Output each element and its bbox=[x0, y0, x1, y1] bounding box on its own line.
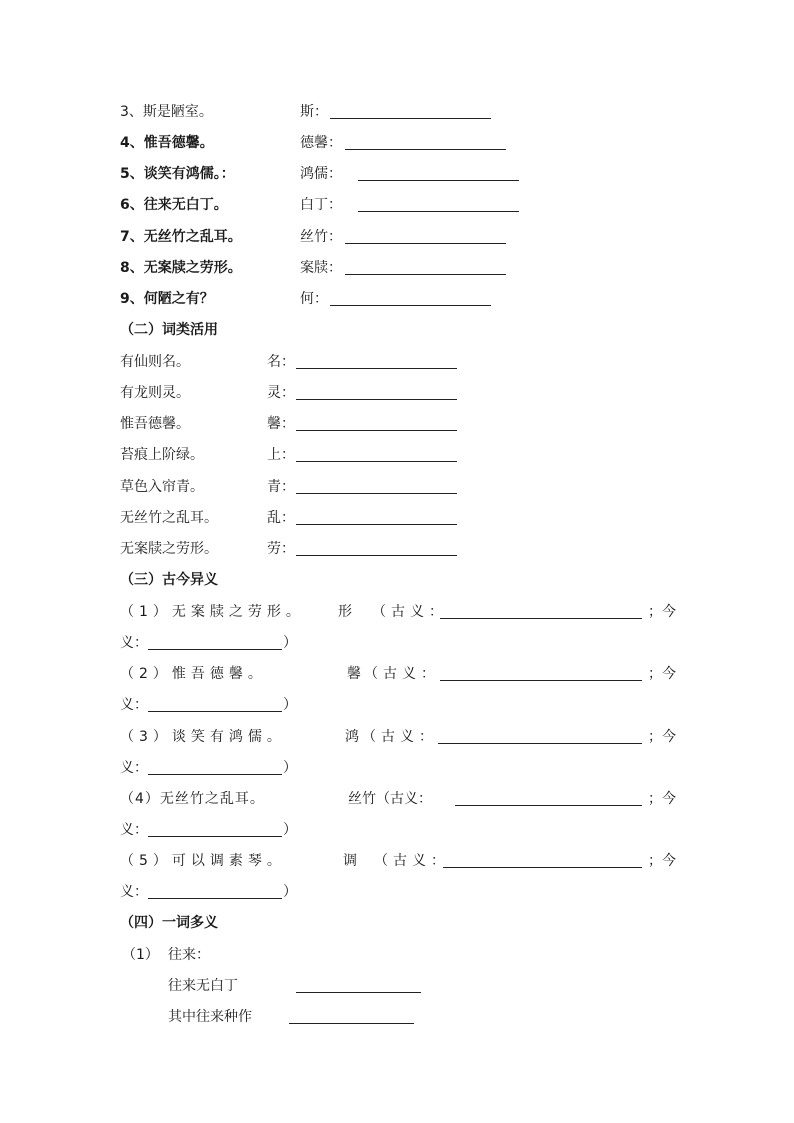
modern-meaning-label: 义： bbox=[120, 822, 148, 838]
pos-word: 名： bbox=[267, 354, 295, 370]
polysemy-word: 往来： bbox=[168, 947, 210, 963]
semicolon: ； bbox=[648, 604, 662, 620]
modern-meaning-label: 义： bbox=[120, 635, 148, 651]
modern-label: 今 bbox=[662, 666, 676, 682]
vocab-word: 德馨： bbox=[300, 135, 342, 151]
semicolon: ； bbox=[648, 729, 662, 745]
pos-word: 劳： bbox=[267, 541, 295, 557]
section-heading-2: （二）词类活用 bbox=[120, 322, 218, 338]
close-paren: ） bbox=[283, 884, 297, 900]
vocab-sentence: 5、谈笑有鸿儒。： bbox=[120, 166, 235, 182]
semicolon: ； bbox=[648, 853, 662, 869]
polysemy-example: 往来无白丁 bbox=[168, 978, 238, 994]
pos-word: 青： bbox=[267, 479, 295, 495]
answer-blank[interactable] bbox=[296, 368, 457, 369]
pos-word: 上： bbox=[267, 447, 295, 463]
answer-blank[interactable] bbox=[296, 399, 457, 400]
am-sentence: （4）无丝竹之乱耳。 bbox=[120, 791, 265, 807]
pos-sentence: 惟吾德馨。 bbox=[120, 416, 190, 432]
vocab-word: 丝竹： bbox=[300, 229, 342, 245]
pos-word: 灵： bbox=[267, 385, 295, 401]
modern-meaning-label: 义： bbox=[120, 760, 148, 776]
answer-blank[interactable] bbox=[358, 211, 519, 212]
vocab-sentence: 8、无案牍之劳形。 bbox=[120, 260, 242, 276]
vocab-word: 何： bbox=[300, 291, 328, 307]
answer-blank[interactable] bbox=[330, 118, 491, 119]
vocab-word: 斯： bbox=[300, 104, 328, 120]
vocab-sentence: 9、何陋之有？ bbox=[120, 291, 214, 307]
answer-blank[interactable] bbox=[296, 992, 421, 993]
ancient-meaning-blank[interactable] bbox=[440, 680, 642, 681]
am-sentence: （2）惟吾德馨。 bbox=[120, 666, 267, 682]
modern-meaning-blank[interactable] bbox=[148, 711, 282, 712]
modern-label: 今 bbox=[662, 729, 676, 745]
pos-sentence: 有龙则灵。 bbox=[120, 385, 190, 401]
section-heading-4: （四）一词多义 bbox=[120, 915, 218, 931]
vocab-sentence: 3、斯是陋室。 bbox=[120, 104, 213, 120]
am-sentence: （1）无案牍之劳形。 bbox=[120, 604, 305, 620]
am-word: 调 bbox=[343, 853, 357, 869]
polysemy-example: 其中往来种作 bbox=[168, 1009, 252, 1025]
am-word: 鸿 bbox=[345, 729, 359, 745]
ancient-meaning-label: （古义： bbox=[364, 666, 440, 682]
ancient-meaning-label: （古义： bbox=[362, 729, 438, 745]
vocab-sentence: 4、惟吾德馨。 bbox=[120, 135, 214, 151]
vocab-sentence: 6、往来无白丁。 bbox=[120, 197, 228, 213]
modern-label: 今 bbox=[662, 604, 676, 620]
ancient-meaning-blank[interactable] bbox=[443, 867, 642, 868]
modern-label: 今 bbox=[662, 853, 676, 869]
answer-blank[interactable] bbox=[358, 180, 519, 181]
section-heading-3: （三）古今异义 bbox=[120, 572, 218, 588]
vocab-word: 案牍： bbox=[300, 260, 342, 276]
modern-meaning-blank[interactable] bbox=[148, 774, 282, 775]
pos-sentence: 苔痕上阶绿。 bbox=[120, 447, 204, 463]
answer-blank[interactable] bbox=[296, 430, 457, 431]
modern-meaning-label: 义： bbox=[120, 884, 148, 900]
modern-meaning-blank[interactable] bbox=[148, 649, 282, 650]
close-paren: ） bbox=[283, 822, 297, 838]
pos-sentence: 草色入帘青。 bbox=[120, 479, 204, 495]
ancient-meaning-label: （古义： bbox=[376, 791, 432, 807]
modern-label: 今 bbox=[662, 791, 676, 807]
answer-blank[interactable] bbox=[345, 274, 506, 275]
pos-word: 馨： bbox=[267, 416, 295, 432]
semicolon: ； bbox=[648, 666, 662, 682]
ancient-meaning-label: （古义： bbox=[374, 853, 450, 869]
am-word: 形 bbox=[338, 604, 352, 620]
ancient-meaning-blank[interactable] bbox=[455, 805, 642, 806]
am-sentence: （5）可以调素琴。 bbox=[120, 853, 286, 869]
am-sentence: （3）谈笑有鸿儒。 bbox=[120, 729, 286, 745]
answer-blank[interactable] bbox=[345, 243, 506, 244]
ancient-meaning-blank[interactable] bbox=[440, 618, 642, 619]
answer-blank[interactable] bbox=[330, 305, 491, 306]
polysemy-number: （1） bbox=[122, 947, 159, 963]
answer-blank[interactable] bbox=[289, 1023, 414, 1024]
answer-blank[interactable] bbox=[296, 461, 457, 462]
pos-sentence: 有仙则名。 bbox=[120, 354, 190, 370]
ancient-meaning-blank[interactable] bbox=[438, 743, 642, 744]
am-word: 馨 bbox=[347, 666, 361, 682]
am-word: 丝竹 bbox=[348, 791, 376, 807]
close-paren: ） bbox=[283, 760, 297, 776]
answer-blank[interactable] bbox=[296, 555, 457, 556]
answer-blank[interactable] bbox=[345, 149, 506, 150]
modern-meaning-blank[interactable] bbox=[148, 898, 282, 899]
pos-sentence: 无案牍之劳形。 bbox=[120, 541, 218, 557]
ancient-meaning-label: （古义： bbox=[372, 604, 448, 620]
modern-meaning-blank[interactable] bbox=[148, 836, 282, 837]
pos-word: 乱： bbox=[267, 510, 295, 526]
close-paren: ） bbox=[283, 697, 297, 713]
vocab-word: 白丁： bbox=[300, 197, 342, 213]
close-paren: ） bbox=[283, 635, 297, 651]
vocab-sentence: 7、无丝竹之乱耳。 bbox=[120, 229, 242, 245]
vocab-word: 鸿儒： bbox=[300, 166, 342, 182]
answer-blank[interactable] bbox=[296, 493, 457, 494]
modern-meaning-label: 义： bbox=[120, 697, 148, 713]
semicolon: ； bbox=[648, 791, 662, 807]
answer-blank[interactable] bbox=[296, 524, 457, 525]
pos-sentence: 无丝竹之乱耳。 bbox=[120, 510, 218, 526]
